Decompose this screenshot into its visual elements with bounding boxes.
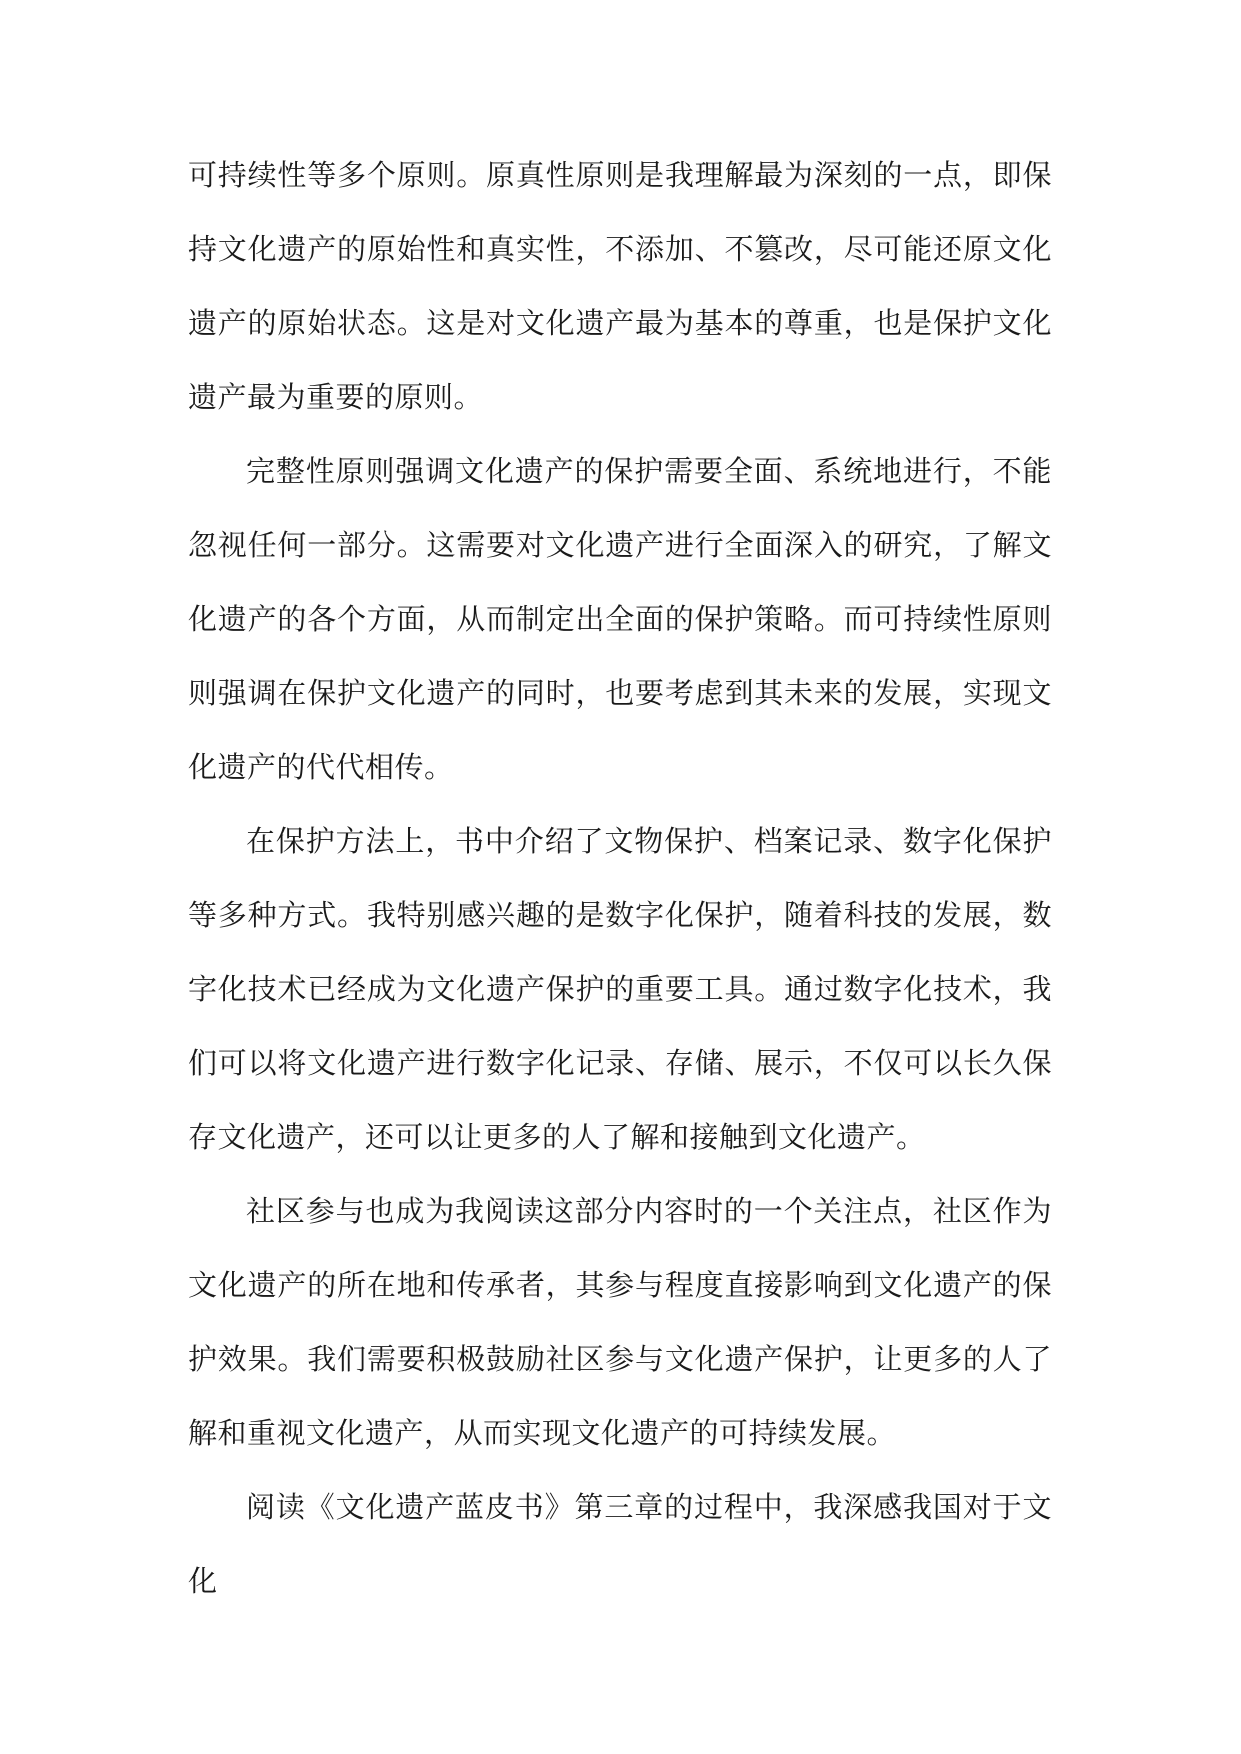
paragraph-1: 可持续性等多个原则。原真性原则是我理解最为深刻的一点，即保持文化遗产的原始性和真实性，不添加、不篡改，尽可能还原文化遗产的原始状态。这是对文化遗产最为基本的尊重，也是保护文化遗产最为重要的原则。: [188, 158, 1052, 414]
paragraph-5: 阅读《文化遗产蓝皮书》第三章的过程中，我深感我国对于文化: [188, 1490, 1052, 1598]
document-body: [188, 138, 1052, 1618]
paragraph-4: 社区参与也成为我阅读这部分内容时的一个关注点，社区作为文化遗产的所在地和传承者，其参与程度直接影响到文化遗产的保护效果。我们需要积极鼓励社区参与文化遗产保护，让更多的人了解和重视文化遗产，从而实现文化遗产的可持续发展。: [188, 1194, 1052, 1450]
paragraph-3: 在保护方法上，书中介绍了文物保护、档案记录、数字化保护等多种方式。我特别感兴趣的是数字化保护，随着科技的发展，数字化技术已经成为文化遗产保护的重要工具。通过数字化技术，我们可以将文化遗产进行数字化记录、存储、展示，不仅可以长久保存文化遗产，还可以让更多的人了解和接触到文化遗产。: [188, 824, 1052, 1154]
paragraph-2: 完整性原则强调文化遗产的保护需要全面、系统地进行，不能忽视任何一部分。这需要对文化遗产进行全面深入的研究，了解文化遗产的各个方面，从而制定出全面的保护策略。而可持续性原则则强调在保护文化遗产的同时，也要考虑到其未来的发展，实现文化遗产的代代相传。: [188, 454, 1052, 784]
